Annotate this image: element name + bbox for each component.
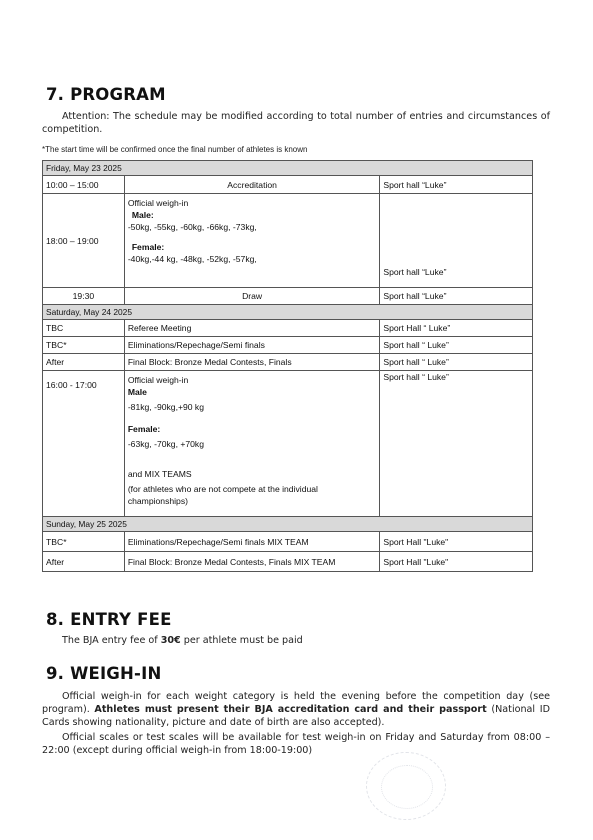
entry-fee-text: [62, 634, 570, 647]
event-cell: Final Block: Bronze Medal Contests, Finals: [124, 354, 380, 371]
weigh-in-heading: 9. WEIGH-IN: [46, 664, 162, 683]
venue-cell: Sport hall “Luke”: [380, 176, 533, 194]
weigh-in-paragraph-2: Official scales or test scales will be available for test weigh-in on Friday and Saturday from 08:00 – 22:00 (except during official weigh-in from 18:00-19:00): [42, 732, 550, 756]
table-row: [43, 176, 533, 194]
time-cell: 16:00 - 17:00: [43, 371, 125, 517]
venue-cell: Sport hall “Luke”: [380, 194, 533, 288]
faint-stamp-mark: [366, 752, 446, 820]
table-row: [43, 288, 533, 305]
table-row: [43, 354, 533, 371]
female-label: Female:: [131, 242, 165, 252]
event-cell: [124, 371, 380, 517]
male-label: Male:: [131, 210, 154, 220]
table-row: [43, 371, 533, 517]
venue-cell: Sport Hall “ Luke”: [380, 320, 533, 337]
venue-cell: Sport hall “ Luke”: [380, 337, 533, 354]
start-time-note: *The start time will be confirmed once the final number of athletes is known: [42, 145, 308, 154]
table-row: [43, 194, 533, 288]
event-cell: [124, 194, 380, 288]
time-cell: TBC*: [43, 337, 125, 354]
time-cell: After: [43, 552, 125, 572]
program-intro: [42, 110, 550, 136]
program-heading: 7. PROGRAM: [46, 85, 166, 104]
day-header-sunday: Sunday, May 25 2025: [43, 517, 533, 532]
weigh-in-paragraph-1: Official weigh-in for each weight category is held the evening before the competition day (see program). Athletes must present their BJA accreditation card and their passport (National ID Cards showing nationality, picture and date of birth are also accepted).: [42, 691, 550, 728]
event-cell: Accreditation: [124, 176, 380, 194]
time-cell: 10:00 – 15:00: [43, 176, 125, 194]
event-cell: Eliminations/Repechage/Semi finals: [124, 337, 380, 354]
weigh-in-paragraphs: [42, 690, 550, 757]
venue-cell: Sport hall “ Luke”: [380, 354, 533, 371]
table-row: [43, 552, 533, 572]
entry-fee-text-before: The BJA entry fee of: [62, 635, 161, 646]
time-cell: 18:00 – 19:00: [43, 194, 125, 288]
faint-stamp-inner-ring: [381, 765, 433, 809]
female-categories: -63kg, -70kg, +70kg: [127, 439, 205, 449]
day-header-saturday: Saturday, May 24 2025: [43, 305, 533, 320]
time-cell: TBC: [43, 320, 125, 337]
event-cell: Draw: [124, 288, 380, 305]
day-header-friday: Friday, May 23 2025: [43, 161, 533, 176]
table-row: [43, 532, 533, 552]
table-row: [43, 337, 533, 354]
venue-cell: Sport hall “ Luke”: [380, 371, 533, 517]
venue-cell: Sport Hall "Luke": [380, 552, 533, 572]
venue-cell: Sport hall “Luke”: [380, 288, 533, 305]
weigh-in-title: Official weigh-in: [127, 375, 189, 385]
time-cell: TBC*: [43, 532, 125, 552]
mix-teams-label: and MIX TEAMS: [127, 469, 192, 479]
table-row: [43, 320, 533, 337]
entry-fee-amount: 30€: [160, 635, 181, 646]
program-table: [42, 160, 533, 572]
entry-fee-text-after: per athlete must be paid: [180, 635, 303, 646]
female-categories: -40kg,-44 kg, -48kg, -52kg, -57kg,: [127, 254, 257, 264]
venue-cell: Sport Hall "Luke": [380, 532, 533, 552]
weigh-in-title: Official weigh-in: [127, 198, 189, 208]
time-cell: 19:30: [43, 288, 125, 305]
entry-fee-heading: 8. ENTRY FEE: [46, 610, 172, 629]
male-categories: -50kg, -55kg, -60kg, -66kg, -73kg,: [127, 222, 257, 232]
male-categories: -81kg, -90kg,+90 kg: [127, 402, 205, 412]
time-cell: After: [43, 354, 125, 371]
male-label: Male: [127, 387, 147, 397]
event-cell: Eliminations/Repechage/Semi finals MIX TEAM: [124, 532, 380, 552]
mix-teams-note: (for athletes who are not compete at the individual championships): [127, 484, 318, 506]
program-intro-text: Attention: The schedule may be modified according to total number of entries and circumstances of competition.: [42, 111, 550, 135]
event-cell: Final Block: Bronze Medal Contests, Finals MIX TEAM: [124, 552, 380, 572]
event-cell: Referee Meeting: [124, 320, 380, 337]
female-label: Female:: [127, 424, 161, 434]
